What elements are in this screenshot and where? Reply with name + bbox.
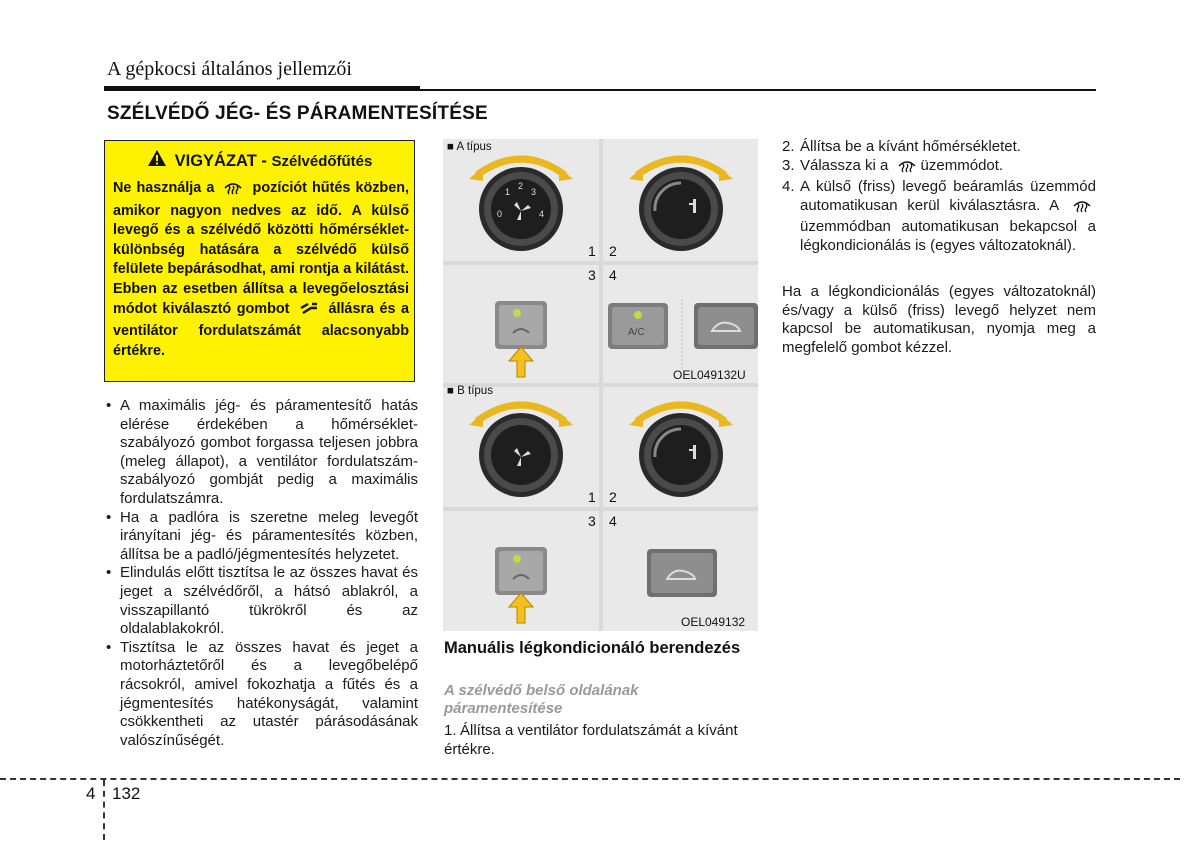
list-item: • A maximális jég- és páramentesítő hatás elérése érdekében a hőmérséklet-szabályozó gombot forgassa teljesen jobbra (meleg állapot), a ventilátor fordulatszám-szabályozó gombját pedig a maximális fordulatszámra. xyxy=(104,397,418,509)
defrost-icon xyxy=(897,157,917,179)
figure-num-1: 1 xyxy=(588,243,596,259)
figure-num-1: 1 xyxy=(588,489,596,505)
control-illustration xyxy=(443,139,758,631)
step-text: üzemmódban automatikusan bekapcsol a légkondicionálás is (egyes változatoknál). xyxy=(800,218,1096,254)
warning-box xyxy=(104,140,415,382)
warning-text-part2: pozíciót hűtés közben, amikor nagyon nedves az idő. A külső levegő és a szélvédő közötti hőmérséklet-különbség hatására a szélvédő külső felülete bepárásodhat, ami rontja a kilátást. Ebben az esetben állítsa a levegőelosztási módot kiválasztó gombot xyxy=(113,180,410,317)
list-item: • Tisztítsa le az összes havat és jeget a motorháztetőről és a levegőbelépő rácsokról, amivel fokozhatja a fűtés és a jégmentesítés hatékonyságát, valamint csökkentheti az utastér párásodásának valószínűségét. xyxy=(104,639,418,751)
warning-text xyxy=(113,179,409,361)
manual-ac-title: Manuális légkondicionáló berendezés xyxy=(444,639,741,657)
right-paragraph: Ha a légkondicionálás (egyes változatoknál) és/vagy a külső (friss) levegő helyzet nem kapcsol be automatikusan, nyomja meg a megfelelő gombot kézzel. xyxy=(782,283,1096,356)
figure-code-b: OEL049132 xyxy=(681,615,746,629)
temperature-knob xyxy=(623,149,739,253)
list-item xyxy=(782,138,1096,157)
figure-code-a: OEL049132U xyxy=(673,368,746,382)
footer-vertical-rule xyxy=(103,780,105,840)
fan-mark-3: 3 xyxy=(531,187,537,197)
list-item xyxy=(782,157,1096,179)
figure-num-3: 3 xyxy=(588,513,596,529)
figure-num-2: 2 xyxy=(609,489,617,505)
fan-mark-0: 0 xyxy=(497,209,503,219)
list-item xyxy=(782,178,1096,255)
footer-rule xyxy=(0,778,1180,780)
header-rule-thin xyxy=(420,89,1096,91)
defrost-button-illustration xyxy=(491,299,555,379)
figure-num-2: 2 xyxy=(609,243,617,259)
step-text: Válassza ki a xyxy=(800,156,889,174)
warning-separator: - xyxy=(256,152,272,170)
footer-page-number: 132 xyxy=(112,784,141,803)
floor-defrost-icon xyxy=(299,302,319,323)
list-item: • Ha a padlóra is szeretne meleg levegőt irányítani jég- és páramentesítés közben, állítsa be a padló/jégmentesítés helyzetet. xyxy=(104,509,418,565)
manual-ac-subtitle: A szélvédő belső oldalának páramentesítése xyxy=(444,682,639,717)
warning-text-part1: Ne használja a xyxy=(113,180,215,196)
chapter-title: A gépkocsi általános jellemzői xyxy=(107,58,352,80)
figure-num-4: 4 xyxy=(609,267,617,283)
warning-title: VIGYÁZAT xyxy=(174,152,257,170)
figure-num-3: 3 xyxy=(588,267,596,283)
step-number: 3. xyxy=(782,156,795,174)
fan-speed-knob xyxy=(463,149,579,253)
step-number: 2. xyxy=(782,138,795,155)
manual-step-1 xyxy=(444,722,758,759)
type-b-label: ■ B típus xyxy=(447,385,493,397)
step-text: üzemmódot. xyxy=(920,156,1004,174)
ac-recirc-buttons xyxy=(608,299,758,369)
defrost-icon xyxy=(223,179,243,202)
figure-num-4: 4 xyxy=(609,513,617,529)
fan-speed-knob xyxy=(463,395,579,499)
step-number: 4. xyxy=(782,178,795,196)
step-number: 1. xyxy=(444,722,457,739)
section-title: SZÉLVÉDŐ JÉG- ÉS PÁRAMENTESÍTÉSE xyxy=(107,103,488,124)
defrost-icon xyxy=(1072,197,1092,219)
step-text: Állítsa be a kívánt hőmérsékletet. xyxy=(800,138,1021,155)
warning-subtitle: Szélvédőfűtés xyxy=(271,153,373,170)
recirc-button xyxy=(643,547,723,603)
temperature-knob xyxy=(623,395,739,499)
warning-text-part3: állásra és a ventilátor fordulatszámát alacsonyabb értékre. xyxy=(113,300,410,359)
fan-mark-1: 1 xyxy=(505,187,511,197)
list-item: • Elindulás előtt tisztítsa le az összes havat és jeget a szélvédőről, a hátsó ablakról, a visszapillantó tükrökről és az oldalablakokról. xyxy=(104,564,418,638)
warning-header xyxy=(105,149,414,172)
fan-mark-2: 2 xyxy=(518,181,524,191)
step-list xyxy=(782,138,1096,256)
footer-chapter-number: 4 xyxy=(86,784,96,803)
step-text: Állítsa a ventilátor fordulatszámát a kívánt értékre. xyxy=(444,722,738,758)
bullet-list xyxy=(104,397,418,750)
defrost-button-illustration xyxy=(491,545,555,625)
header-rule-thick xyxy=(104,86,420,91)
step-text: A külső (friss) levegő beáramlás üzemmód automatikusan kerül kiválasztásra. A xyxy=(800,178,1096,214)
fan-mark-4: 4 xyxy=(539,209,545,219)
ac-label: A/C xyxy=(628,327,645,338)
warning-triangle-icon xyxy=(147,149,167,172)
type-a-label: ■ A típus xyxy=(447,141,492,153)
